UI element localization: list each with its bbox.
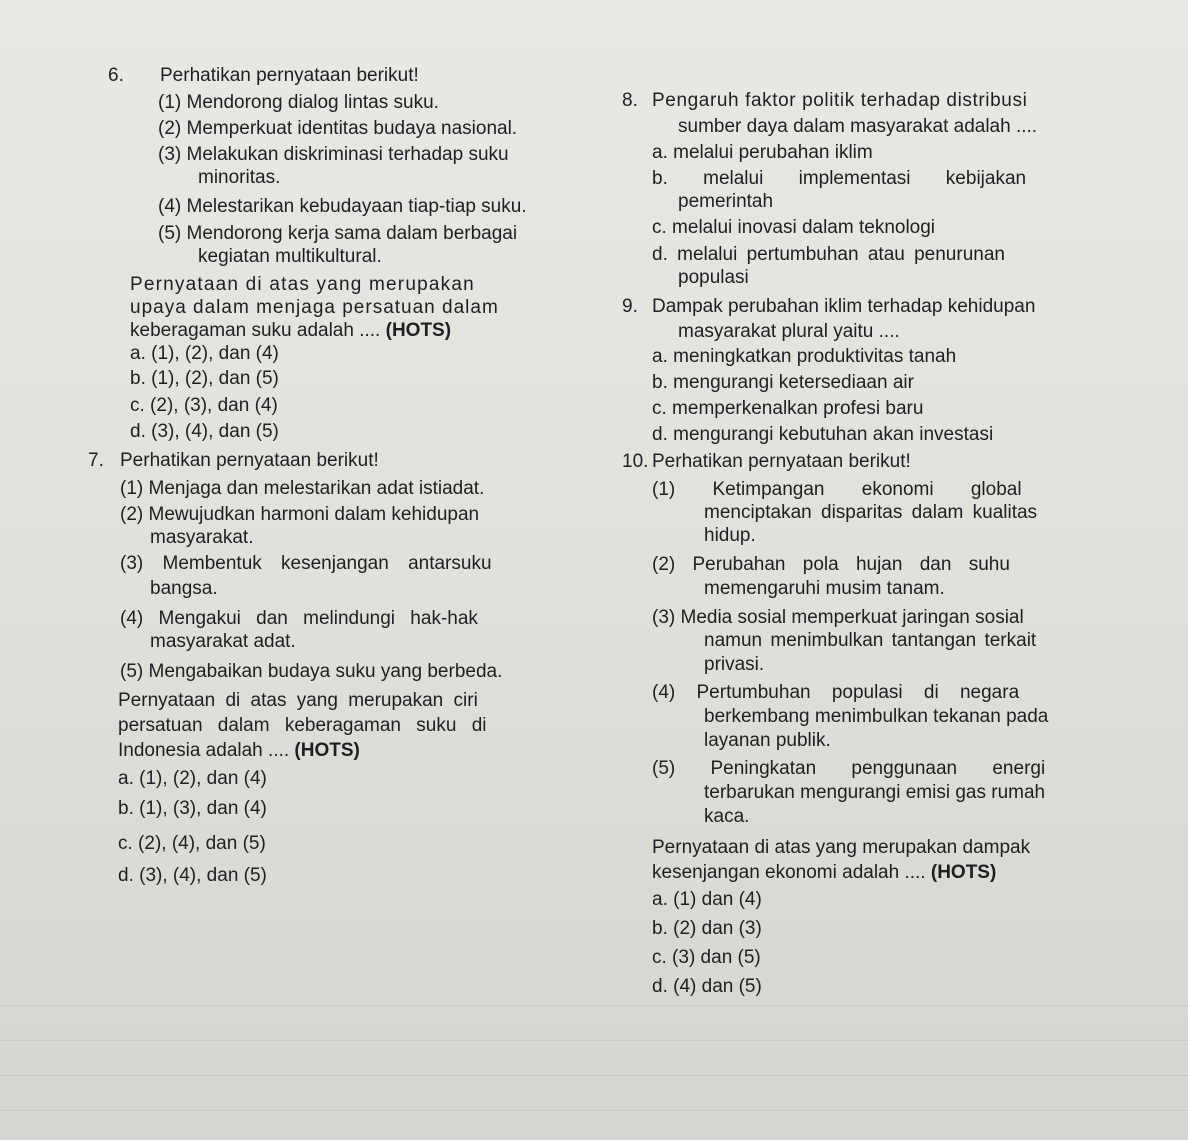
- option-b[interactable]: b. (2) dan (3): [652, 918, 762, 939]
- hots-tag: (HOTS): [385, 320, 452, 341]
- option-b[interactable]: b. melalui implementasi kebijakan: [652, 168, 1027, 189]
- option-d[interactable]: d. melalui pertumbuhan atau penurunan: [652, 244, 1005, 265]
- statement-item-continued: masyarakat.: [150, 527, 254, 548]
- statement-item: (5) Mendorong kerja sama dalam berbagai: [158, 223, 518, 244]
- statement-item-continued: menciptakan disparitas dalam kualitas: [704, 502, 1038, 523]
- question-number: 10.: [622, 451, 649, 472]
- statement-item: (2) Memperkuat identitas budaya nasional.: [158, 118, 518, 139]
- question-prompt: Perhatikan pernyataan berikut!: [160, 65, 419, 86]
- question-text: [652, 861, 996, 885]
- question-text-line: Indonesia adalah ....: [118, 740, 290, 761]
- question-text: sumber daya dalam masyarakat adalah ....: [678, 116, 1038, 137]
- question-prompt: Perhatikan pernyataan berikut!: [652, 451, 911, 472]
- question-prompt: Perhatikan pernyataan berikut!: [120, 450, 379, 471]
- statement-item-continued: bangsa.: [150, 578, 218, 599]
- question-text: [118, 739, 360, 763]
- statement-item-continued: hidup.: [704, 525, 756, 546]
- question-text: Dampak perubahan iklim terhadap kehidupan: [652, 296, 1036, 317]
- statement-item: (4) Melestarikan kebudayaan tiap-tiap suku.: [158, 196, 527, 217]
- option-a[interactable]: a. (1) dan (4): [652, 889, 762, 910]
- question-number: 7.: [88, 450, 104, 471]
- hots-tag: (HOTS): [294, 740, 360, 761]
- question-text: Pernyataan di atas yang merupakan dampak: [652, 837, 1031, 858]
- statement-item-continued: privasi.: [704, 654, 765, 675]
- option-b[interactable]: b. (1), (3), dan (4): [118, 798, 267, 819]
- statement-item: (3) Media sosial memperkuat jaringan sosial: [652, 607, 1024, 628]
- question-text: Pengaruh faktor politik terhadap distribusi: [652, 90, 1028, 111]
- option-c[interactable]: c. (2), (4), dan (5): [118, 833, 266, 854]
- option-a[interactable]: a. meningkatkan produktivitas tanah: [652, 346, 957, 367]
- statement-item-continued: masyarakat adat.: [150, 631, 296, 652]
- question-text: Pernyataan di atas yang merupakan ciri: [118, 690, 478, 711]
- statement-item-continued: minoritas.: [198, 167, 281, 188]
- statement-item-continued: terbarukan mengurangi emisi gas rumah: [704, 782, 1046, 803]
- option-c[interactable]: c. memperkenalkan profesi baru: [652, 398, 924, 419]
- question-text: upaya dalam menjaga persatuan dalam: [130, 297, 499, 318]
- statement-item-continued: berkembang menimbulkan tekanan pada: [704, 706, 1049, 727]
- option-b[interactable]: b. mengurangi ketersediaan air: [652, 372, 914, 393]
- statement-item-continued: namun menimbulkan tantangan terkait: [704, 630, 1037, 651]
- statement-item: (4) Pertumbuhan populasi di negara: [652, 682, 1020, 703]
- statement-item: (5) Mengabaikan budaya suku yang berbeda.: [120, 661, 503, 682]
- question-text: persatuan dalam keberagaman suku di: [118, 715, 487, 736]
- option-d-continued: populasi: [678, 267, 749, 288]
- option-d[interactable]: d. (4) dan (5): [652, 976, 762, 997]
- statement-item: (1) Menjaga dan melestarikan adat istiadat.: [120, 478, 485, 499]
- option-c[interactable]: c. (2), (3), dan (4): [130, 395, 278, 416]
- option-d[interactable]: d. mengurangi kebutuhan akan investasi: [652, 424, 994, 445]
- option-d[interactable]: d. (3), (4), dan (5): [118, 865, 267, 886]
- question-text-line: kesenjangan ekonomi adalah ....: [652, 862, 926, 883]
- statement-item: (1) Ketimpangan ekonomi global: [652, 479, 1022, 500]
- statement-item: (4) Mengakui dan melindungi hak-hak: [120, 608, 478, 629]
- option-a[interactable]: a. melalui perubahan iklim: [652, 142, 873, 163]
- question-text: Pernyataan di atas yang merupakan: [130, 274, 475, 295]
- statement-item-continued: memengaruhi musim tanam.: [704, 578, 945, 599]
- question-text-line: keberagaman suku adalah ....: [130, 320, 381, 341]
- question-number: 6.: [108, 65, 124, 86]
- option-c[interactable]: c. melalui inovasi dalam teknologi: [652, 217, 936, 238]
- option-a[interactable]: a. (1), (2), dan (4): [118, 768, 267, 789]
- statement-item: (3) Melakukan diskriminasi terhadap suku: [158, 144, 509, 165]
- statement-item: (2) Perubahan pola hujan dan suhu: [652, 554, 1010, 575]
- question-number: 9.: [622, 296, 638, 317]
- option-b[interactable]: b. (1), (2), dan (5): [130, 368, 279, 389]
- hots-tag: (HOTS): [930, 862, 997, 883]
- question-text: [130, 319, 451, 343]
- statement-item: (2) Mewujudkan harmoni dalam kehidupan: [120, 504, 480, 525]
- option-a[interactable]: a. (1), (2), dan (4): [130, 343, 279, 364]
- statement-item-continued: kaca.: [704, 806, 750, 827]
- statement-item: (5) Peningkatan penggunaan energi: [652, 758, 1046, 779]
- statement-item: (3) Membentuk kesenjangan antarsuku: [120, 553, 492, 574]
- option-c[interactable]: c. (3) dan (5): [652, 947, 761, 968]
- option-b-continued: pemerintah: [678, 191, 774, 212]
- option-d[interactable]: d. (3), (4), dan (5): [130, 421, 279, 442]
- statement-item-continued: layanan publik.: [704, 730, 831, 751]
- statement-item: (1) Mendorong dialog lintas suku.: [158, 92, 439, 113]
- question-text: masyarakat plural yaitu ....: [678, 321, 900, 342]
- statement-item-continued: kegiatan multikultural.: [198, 246, 382, 267]
- question-number: 8.: [622, 90, 638, 111]
